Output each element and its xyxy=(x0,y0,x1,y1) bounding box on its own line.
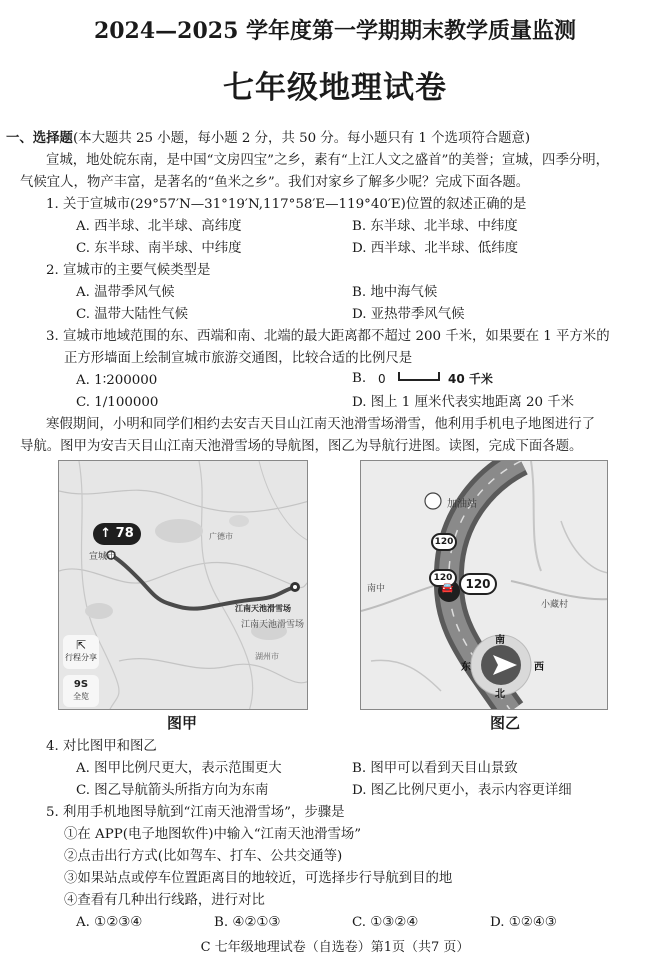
overview-button[interactable] xyxy=(63,675,99,707)
map-label-guangde: 广德市 xyxy=(209,532,233,541)
q2-option-d[interactable]: D. 亚热带季风气候 xyxy=(352,307,465,322)
q4-option-a[interactable]: A. 图甲比例尺更大，表示范围更大 xyxy=(76,761,282,776)
q4-option-b[interactable]: B. 图甲可以看到天目山景致 xyxy=(352,761,518,776)
nav-distance: 78 xyxy=(115,526,134,541)
figure-yi-map xyxy=(360,460,608,710)
passage2-line2: 导航。图甲为安吉天目山江南天池滑雪场的导航图，图乙为导航行进图。读图，完成下面各题。 xyxy=(20,439,583,454)
q3-option-b[interactable] xyxy=(352,368,493,390)
q3-option-c[interactable]: C. 1/100000 xyxy=(76,395,159,410)
q1-option-b[interactable]: B. 东半球、北半球、中纬度 xyxy=(352,219,518,234)
exam-header-title: 2024—2025 学年度第一学期期末教学质量监测 xyxy=(93,18,577,44)
overview-label: 全览 xyxy=(73,692,89,701)
q3-option-b-label: B. xyxy=(352,371,367,386)
scale-bar xyxy=(398,372,440,381)
q2-option-a[interactable]: A. 温带季风气候 xyxy=(76,285,175,300)
nav-arrow-icon: ↑ xyxy=(100,526,112,541)
map-label-area: 湖州市 xyxy=(255,652,279,661)
q4-option-d[interactable]: D. 图乙比例尺更小，表示内容更详细 xyxy=(352,783,572,798)
q3-option-d[interactable]: D. 图上 1 厘米代表实地距离 20 千米 xyxy=(352,395,575,410)
passage1-line2: 气候宜人，物产丰富，是著名的“鱼米之乡”。我们对家乡了解多少呢？完成下面各题。 xyxy=(20,175,530,190)
passage1-line1: 宣城，地处皖东南，是中国“文房四宝”之乡，素有“上江人文之盛首”的美誉；宣城，四季分明， xyxy=(46,153,610,168)
q3-stem-line2: 正方形墙面上绘制宣城市旅游交通图，比较合适的比例尺是 xyxy=(64,351,413,366)
q3-stem-line1: 3. 宣城市地域范围的东、西端和南、北端的最大距离都不超过 200 千米，如果要在 1 平方米的 xyxy=(46,329,610,344)
q1-option-d[interactable]: D. 西半球、北半球、低纬度 xyxy=(352,241,519,256)
q5-step-3: ③如果站点或停车位置距离目的地较近，可选择步行导航到目的地 xyxy=(64,871,453,886)
map-label-village: 小藏村 xyxy=(541,600,569,610)
q1-option-c[interactable]: C. 东半球、南半球、中纬度 xyxy=(76,241,242,256)
section-heading-note: (本大题共 25 小题，每小题 2 分，共 50 分。每小题只有 1 个选项符合题意) xyxy=(72,131,531,146)
section-heading-line xyxy=(6,127,530,150)
q5-step-1: ①在 APP(电子地图软件)中输入“江南天池滑雪场” xyxy=(64,827,362,842)
nav-instruction-badge xyxy=(93,523,141,545)
q4-option-c[interactable]: C. 图乙导航箭头所指方向为东南 xyxy=(76,783,269,798)
q2-option-c[interactable]: C. 温带大陆性气候 xyxy=(76,307,189,322)
figure-yi-caption: 图乙 xyxy=(490,714,521,732)
section-heading: 一、选择题 xyxy=(6,130,73,146)
scale-bar-zero: 0 xyxy=(378,372,386,386)
compass-right: 西 xyxy=(534,662,544,673)
speed-limit-sign: 120 xyxy=(431,533,457,551)
passage2-line1: 寒假期间，小明和同学们相约去安吉天目山江南天池滑雪场滑雪，他利用手机电子地图进行了 xyxy=(46,417,596,432)
compass-left: 东 xyxy=(461,662,471,673)
q5-stem: 5. 利用手机地图导航到“江南天池滑雪场”，步骤是 xyxy=(46,805,345,820)
exam-subtitle: 七年级地理试卷 xyxy=(223,70,447,106)
map-label-xuancheng: 宣城市 xyxy=(89,552,117,562)
speed-limit-sign-large: 120 xyxy=(459,573,497,595)
q5-step-2: ②点击出行方式(比如驾车、打车、公共交通等) xyxy=(64,849,343,864)
map-label-gas-station: 加油站 xyxy=(447,499,477,510)
figure-jia-map xyxy=(58,460,308,710)
map-label-destination-2: 江南天池滑雪场 xyxy=(241,620,305,630)
q4-stem: 4. 对比图甲和图乙 xyxy=(46,739,157,754)
q2-stem: 2. 宣城市的主要气候类型是 xyxy=(46,263,211,278)
q5-option-b[interactable]: B. ④②①③ xyxy=(214,915,281,930)
q3-option-a[interactable]: A. 1∶200000 xyxy=(76,373,158,388)
compass-top: 南 xyxy=(495,635,505,646)
share-icon: ⇱ xyxy=(75,638,87,652)
q1-option-a[interactable]: A. 西半球、北半球、高纬度 xyxy=(76,219,242,234)
q2-option-b[interactable]: B. 地中海气候 xyxy=(352,285,438,300)
speed-limit-sign-2: 120 xyxy=(429,569,457,587)
overview-icon: 9S xyxy=(73,679,89,690)
share-trip-button[interactable] xyxy=(63,635,99,669)
map-label-nanzhong: 南中 xyxy=(367,584,386,594)
figure-jia-caption: 图甲 xyxy=(167,714,198,732)
scale-bar-value: 40 千米 xyxy=(448,372,493,386)
page-footer: C 七年级地理试卷（自选卷）第1页（共7 页） xyxy=(200,940,470,955)
share-trip-label: 行程分享 xyxy=(65,653,97,662)
q1-stem: 1. 关于宣城市(29°57′N—31°19′N,117°58′E—119°40′E)位置的叙述正确的是 xyxy=(46,197,527,212)
car-icon: 🚘 xyxy=(441,583,454,594)
q5-step-4: ④查看有几种出行线路，进行对比 xyxy=(64,893,265,908)
q5-option-c[interactable]: C. ①③②④ xyxy=(352,915,419,930)
compass-bottom: 北 xyxy=(495,689,505,700)
q5-option-d[interactable]: D. ①②④③ xyxy=(490,915,557,930)
map-jia-background xyxy=(59,461,308,710)
map-label-destination: 江南天池滑雪场 xyxy=(235,604,291,613)
q5-option-a[interactable]: A. ①②③④ xyxy=(76,915,143,930)
